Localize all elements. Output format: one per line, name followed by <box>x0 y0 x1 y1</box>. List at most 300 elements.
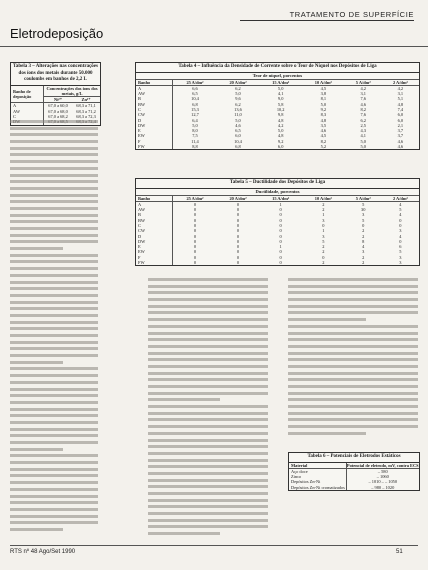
table-4-grid <box>136 80 419 150</box>
table-cell: FW <box>136 260 173 265</box>
table-cell: 0 <box>236 228 240 234</box>
illegible-text-line <box>288 372 418 375</box>
illegible-text-line <box>10 180 98 183</box>
table-cell: D <box>136 118 173 123</box>
illegible-text-line <box>10 194 98 197</box>
illegible-text-line <box>288 432 366 435</box>
table-cell: 6,8 <box>235 144 241 150</box>
table-cell: 1 <box>322 212 325 218</box>
table-cell: 0 <box>279 212 282 218</box>
table-cell: 3 <box>399 260 402 266</box>
table-cell: 4,8 <box>320 117 327 123</box>
table-cell: 0 <box>236 212 240 218</box>
illegible-text-line <box>148 345 268 348</box>
illegible-text-line <box>10 147 98 150</box>
table-cell: 2,5 <box>360 122 366 128</box>
illegible-text-line <box>10 140 98 143</box>
illegible-text-line <box>288 398 418 401</box>
table-cell: 3,5 <box>320 122 327 128</box>
table-cell: Depósitos Zn-Ni cromatizados <box>291 484 345 490</box>
table-cell: 11,0 <box>234 112 242 118</box>
illegible-text-line <box>288 311 418 314</box>
table-cell: F <box>136 255 173 260</box>
table-cell: 2 <box>362 260 365 266</box>
table-cell: 0 <box>279 222 282 228</box>
footer-publication: RTS nº 48 Ago/Set 1990 <box>10 549 76 555</box>
illegible-text-line <box>10 408 98 411</box>
table-5 <box>135 178 420 266</box>
table-cell: AW <box>136 91 173 96</box>
illegible-text-line <box>148 332 268 335</box>
table-cell: 4,8 <box>277 133 284 139</box>
illegible-text-line <box>10 133 98 136</box>
illegible-text-line <box>10 421 98 424</box>
illegible-text-line <box>148 378 268 381</box>
table-cell: 6,0 <box>397 112 404 118</box>
illegible-text-line <box>10 207 98 210</box>
illegible-text-line <box>148 425 268 428</box>
illegible-text-line <box>288 291 418 294</box>
column-header: 10 A/dm² <box>302 196 345 202</box>
illegible-text-line <box>288 298 418 301</box>
illegible-text-line <box>148 398 220 401</box>
illegible-text-line <box>10 153 98 156</box>
table-cell: 30 <box>361 207 366 213</box>
table-cell: 12,7 <box>191 112 199 118</box>
illegible-text-line <box>10 361 63 364</box>
table-cell: 3,7 <box>397 133 404 139</box>
table-6-header-potential: Potencial de eletrodo, mV, contra ECS <box>346 462 419 468</box>
table-cell: 3 <box>362 249 365 255</box>
table-cell: 68,3 a 72,3 <box>76 113 96 119</box>
table-cell: 0 <box>236 207 240 213</box>
table-4-caption: Tabela 4 – Influência da Densidade de Corrente sobre o Teor de Níquel nos Depósitos de Liga <box>136 63 419 73</box>
table-cell: 2 <box>362 233 365 239</box>
column-header: 20 A/dm² <box>217 196 260 202</box>
table-cell: 0 <box>236 217 240 223</box>
illegible-text-line <box>288 338 418 341</box>
illegible-text-line <box>10 374 98 377</box>
table-3-header-bath: Banho de deposição <box>11 86 44 103</box>
illegible-text-line <box>148 338 268 341</box>
table-cell: 0 <box>236 201 240 207</box>
illegible-text-line <box>10 367 98 370</box>
column-header: 25 A/dm² <box>173 196 217 202</box>
table-cell: Depósitos Zn-Ni <box>289 479 346 484</box>
table-cell: 0 <box>193 207 197 213</box>
illegible-text-line <box>10 461 98 464</box>
illegible-text-line <box>148 298 268 301</box>
table-cell: 6,2 <box>235 85 241 91</box>
table-cell: 8 <box>362 238 365 244</box>
table-cell: BW <box>136 102 173 107</box>
table-cell: 0 <box>193 201 197 207</box>
table-cell: 0 <box>279 228 282 234</box>
table-cell: DW <box>136 123 173 128</box>
table-cell: 6,4 <box>192 117 198 123</box>
illegible-text-line <box>10 294 98 297</box>
table-cell: 0 <box>279 254 282 260</box>
illegible-text-line <box>288 352 418 355</box>
table-cell: E <box>136 128 173 133</box>
illegible-text-line <box>288 305 418 308</box>
table-cell: 0 <box>236 233 240 239</box>
illegible-text-line <box>148 385 268 388</box>
table-cell: 6,8 <box>192 101 198 107</box>
table-cell: 4,6 <box>397 144 404 150</box>
table-cell: 0 <box>193 260 197 266</box>
table-cell: 0 <box>236 222 240 228</box>
table-cell: 0 <box>279 238 282 244</box>
column-header: 15 A/dm² <box>259 80 302 86</box>
illegible-text-line <box>10 414 98 417</box>
illegible-text-line <box>10 354 98 357</box>
table-row <box>289 485 419 490</box>
illegible-text-line <box>10 120 98 123</box>
illegible-text-line <box>288 285 418 288</box>
column-header: 25 A/dm² <box>173 80 217 86</box>
illegible-text-line <box>10 321 98 324</box>
table-cell: 4,5 <box>320 85 327 91</box>
column-header: 15 A/dm² <box>259 196 302 202</box>
illegible-text-line <box>10 394 98 397</box>
table-cell: 5,0 <box>192 122 198 128</box>
illegible-text-line <box>288 365 418 368</box>
column-header: 5 A/dm² <box>345 196 382 202</box>
table-cell: 0 <box>399 222 402 228</box>
illegible-text-line <box>288 278 418 281</box>
table-cell: 9,6 <box>235 96 241 102</box>
table-3-sub-zn: Zn²⁺ <box>72 97 100 103</box>
table-cell: 2 <box>322 260 325 266</box>
table-cell: 2 <box>322 244 325 250</box>
table-cell: CW <box>136 112 173 117</box>
section-header: TRATAMENTO DE SUPERFÍCIE <box>240 10 414 21</box>
table-cell: – 980 – 1020 <box>371 484 395 490</box>
table-cell: – 1060 <box>376 474 389 480</box>
illegible-text-line <box>10 301 98 304</box>
column-header: 5 A/dm² <box>345 80 382 86</box>
table-cell: 9,2 <box>277 138 284 144</box>
illegible-text-line <box>10 481 98 484</box>
table-cell: 7,6 <box>360 112 366 118</box>
illegible-text-line <box>148 525 268 528</box>
table-cell: 2 <box>362 254 365 260</box>
illegible-text-line <box>148 285 268 288</box>
table-cell: 9,0 <box>277 96 284 102</box>
table-cell: 0 <box>236 249 240 255</box>
illegible-text-line <box>10 234 98 237</box>
illegible-text-line <box>288 325 418 328</box>
illegible-text-line <box>10 495 98 498</box>
page-number: 51 <box>396 549 403 555</box>
table-cell: 0 <box>193 217 197 223</box>
illegible-text-line <box>10 448 63 451</box>
illegible-text-line <box>10 381 98 384</box>
table-cell: 0 <box>279 207 282 213</box>
table-cell: DW <box>136 239 173 244</box>
table-cell: 13,6 <box>234 106 242 112</box>
table-cell: 6,5 <box>235 128 241 134</box>
table-4-group-header: Teor de níquel, porcentos <box>136 73 419 80</box>
table-cell: 3 <box>322 217 325 223</box>
table-cell: 4,2 <box>360 85 366 91</box>
illegible-text-line <box>10 501 98 504</box>
illegible-text-line <box>10 127 98 130</box>
table-cell: 0 <box>399 217 402 223</box>
illegible-text-line <box>288 345 418 348</box>
illegible-text-line <box>288 412 418 415</box>
illegible-text-line <box>10 434 98 437</box>
table-cell: A <box>11 103 44 109</box>
table-cell: F <box>136 139 173 144</box>
table-3-sub-ni: Ni²⁺ <box>44 97 73 103</box>
table-cell: 4,8 <box>277 117 284 123</box>
illegible-text-line <box>148 305 268 308</box>
table-cell: 0 <box>193 244 197 250</box>
table-cell: 5,0 <box>235 91 241 97</box>
illegible-text-line <box>10 515 98 518</box>
table-cell: 2,1 <box>397 122 404 128</box>
table-cell: 11,4 <box>191 138 199 144</box>
column-header: 10 A/dm² <box>302 80 345 86</box>
illegible-text-line <box>10 508 98 511</box>
table-cell: 6,2 <box>360 117 366 123</box>
table-cell: 3 <box>399 228 402 234</box>
column-header: Banho <box>136 196 173 202</box>
table-cell: 0 <box>193 249 197 255</box>
table-cell: 8,2 <box>360 106 366 112</box>
illegible-text-line <box>10 267 98 270</box>
table-cell: 5,0 <box>277 85 284 91</box>
table-4 <box>135 62 420 150</box>
table-cell: AW <box>136 207 173 212</box>
table-cell: 8,0 <box>192 128 198 134</box>
table-cell: 4 <box>362 244 365 250</box>
illegible-text-line <box>10 287 98 290</box>
illegible-text-line <box>148 452 268 455</box>
illegible-text-line <box>148 472 268 475</box>
body-column-2 <box>148 278 268 539</box>
table-cell: 7,4 <box>397 106 404 112</box>
table-cell: 68,3 a 71,2 <box>76 108 96 114</box>
table-cell: 4,2 <box>397 85 404 91</box>
table-cell: 0 <box>193 212 197 218</box>
illegible-text-line <box>10 200 98 203</box>
table-cell: 1 <box>322 228 325 234</box>
illegible-text-line <box>148 278 268 281</box>
table-cell: 67,0 a 60,0 <box>48 103 68 109</box>
illegible-text-line <box>148 412 268 415</box>
illegible-text-line <box>288 385 418 388</box>
table-cell: 3 <box>362 212 365 218</box>
table-cell: E <box>136 244 173 249</box>
table-cell: 0 <box>322 222 325 228</box>
illegible-text-line <box>148 485 268 488</box>
illegible-text-line <box>148 519 268 522</box>
table-cell: 4,1 <box>360 133 366 139</box>
table-cell: 3,1 <box>360 91 366 97</box>
table-cell: 0 <box>193 238 197 244</box>
illegible-text-line <box>148 372 268 375</box>
illegible-text-line <box>10 220 98 223</box>
table-cell: BW <box>136 218 173 223</box>
illegible-text-line <box>10 488 98 491</box>
table-cell: 0 <box>236 244 240 250</box>
table-5-grid <box>136 196 419 266</box>
table-cell: 4,6 <box>360 101 366 107</box>
illegible-text-line <box>148 432 268 435</box>
illegible-text-line <box>10 260 98 263</box>
table-cell: 6,2 <box>235 101 241 107</box>
illegible-text-line <box>10 160 98 163</box>
illegible-text-line <box>148 465 268 468</box>
illegible-text-line <box>288 358 418 361</box>
table-cell: 3 <box>399 254 402 260</box>
table-cell: 67,0 a 68,0 <box>48 108 68 114</box>
table-cell: 5,0 <box>320 101 327 107</box>
table-cell: 10,4 <box>234 138 242 144</box>
illegible-text-line <box>148 291 268 294</box>
table-cell: 4,6 <box>235 122 241 128</box>
footer-rule <box>10 545 418 546</box>
body-column-3 <box>288 278 418 439</box>
table-cell: 1 <box>279 201 282 207</box>
illegible-text-line <box>10 327 98 330</box>
table-cell: 5 <box>399 249 402 255</box>
illegible-text-line <box>10 454 98 457</box>
table-cell: Zinco <box>289 474 346 479</box>
table-cell: 5 <box>362 201 365 207</box>
illegible-text-line <box>10 521 98 524</box>
table-cell: A <box>136 85 173 91</box>
table-5-group-header: Ductilidade, porcentos <box>136 189 419 196</box>
table-cell: 8,8 <box>192 144 198 150</box>
illegible-text-line <box>288 332 418 335</box>
table-5-caption: Tabela 5 – Ductilidade dos Depósitos de Liga <box>136 179 419 189</box>
table-cell: 3 <box>322 233 325 239</box>
illegible-text-line <box>10 428 98 431</box>
illegible-text-line <box>148 365 268 368</box>
table-cell: 2 <box>322 207 325 213</box>
illegible-text-line <box>10 167 98 170</box>
table-cell: 0 <box>193 228 197 234</box>
illegible-text-line <box>288 378 418 381</box>
table-cell: C <box>11 114 44 119</box>
table-6-grid <box>289 463 419 490</box>
table-cell: EW <box>136 249 173 254</box>
illegible-text-line <box>10 347 98 350</box>
table-cell: EW <box>136 133 173 138</box>
table-cell: B <box>136 212 173 217</box>
illegible-text-line <box>148 445 268 448</box>
table-cell: 4 <box>399 201 402 207</box>
table-cell: 4,6 <box>397 138 404 144</box>
table-cell: CW <box>136 228 173 233</box>
illegible-text-line <box>10 187 98 190</box>
table-cell: – 1010 – – 1050 <box>368 479 398 485</box>
table-cell: 0 <box>193 233 197 239</box>
table-cell: 5,0 <box>235 117 241 123</box>
table-cell: 3,8 <box>320 91 327 97</box>
table-cell: 68,3 a 71,1 <box>76 103 96 109</box>
illegible-text-line <box>10 281 98 284</box>
illegible-text-line <box>288 392 418 395</box>
illegible-text-line <box>148 459 268 462</box>
table-cell: 6,6 <box>192 85 198 91</box>
table-cell: 5,0 <box>360 144 366 150</box>
illegible-text-line <box>148 325 268 328</box>
page-title: Eletrodeposição <box>10 26 104 41</box>
illegible-text-line <box>10 274 98 277</box>
table-cell: 4 <box>399 233 402 239</box>
table-cell: Aço doce <box>289 468 346 474</box>
table-cell: C <box>136 107 173 112</box>
table-cell: 7,5 <box>192 133 198 139</box>
table-cell: 6,0 <box>235 133 241 139</box>
table-cell: 5 <box>362 217 365 223</box>
table-cell: 5 <box>322 238 325 244</box>
table-cell: 0 <box>236 254 240 260</box>
table-cell: 4,2 <box>277 122 284 128</box>
table-6-caption: Tabela 6 – Potenciais de Eletrodos Estáticos <box>289 453 419 463</box>
illegible-text-line <box>148 405 268 408</box>
illegible-text-line <box>10 401 98 404</box>
table-cell: – 580 <box>377 468 388 474</box>
illegible-text-line <box>288 418 418 421</box>
table-cell: C <box>136 223 173 228</box>
illegible-text-line <box>148 352 268 355</box>
table-cell: 2 <box>362 228 365 234</box>
table-cell: 9,2 <box>320 106 327 112</box>
illegible-text-line <box>10 174 98 177</box>
illegible-text-line <box>10 388 98 391</box>
table-row <box>136 260 419 265</box>
column-header: 2 A/dm² <box>382 196 419 202</box>
column-header: 20 A/dm² <box>217 80 260 86</box>
table-cell: 0 <box>279 260 282 266</box>
table-cell: 0 <box>193 222 197 228</box>
table-6-header-material: Material <box>289 463 346 469</box>
illegible-text-line <box>148 532 220 535</box>
illegible-text-line <box>148 512 268 515</box>
table-cell: 8,2 <box>320 138 327 144</box>
table-cell: 6,0 <box>277 144 284 150</box>
illegible-text-line <box>10 240 98 243</box>
table-3 <box>10 62 101 126</box>
illegible-text-line <box>10 254 98 257</box>
table-cell: 10,4 <box>191 96 199 102</box>
table-cell: 4,8 <box>397 101 404 107</box>
table-cell: 4,5 <box>320 133 327 139</box>
illegible-text-line <box>288 425 418 428</box>
illegible-text-line <box>148 439 268 442</box>
table-cell: 4,6 <box>320 128 327 134</box>
illegible-text-line <box>148 505 268 508</box>
illegible-text-line <box>10 314 98 317</box>
illegible-text-line <box>148 392 268 395</box>
table-cell: 0 <box>399 238 402 244</box>
illegible-text-line <box>148 311 268 314</box>
table-cell: 6 <box>399 244 402 250</box>
illegible-text-line <box>10 341 98 344</box>
table-cell: 1 <box>279 244 282 250</box>
table-row <box>136 144 419 149</box>
table-cell: 15,3 <box>191 106 199 112</box>
illegible-text-line <box>148 418 268 421</box>
table-cell: 5,0 <box>277 128 284 134</box>
table-cell: 8,1 <box>320 96 327 102</box>
